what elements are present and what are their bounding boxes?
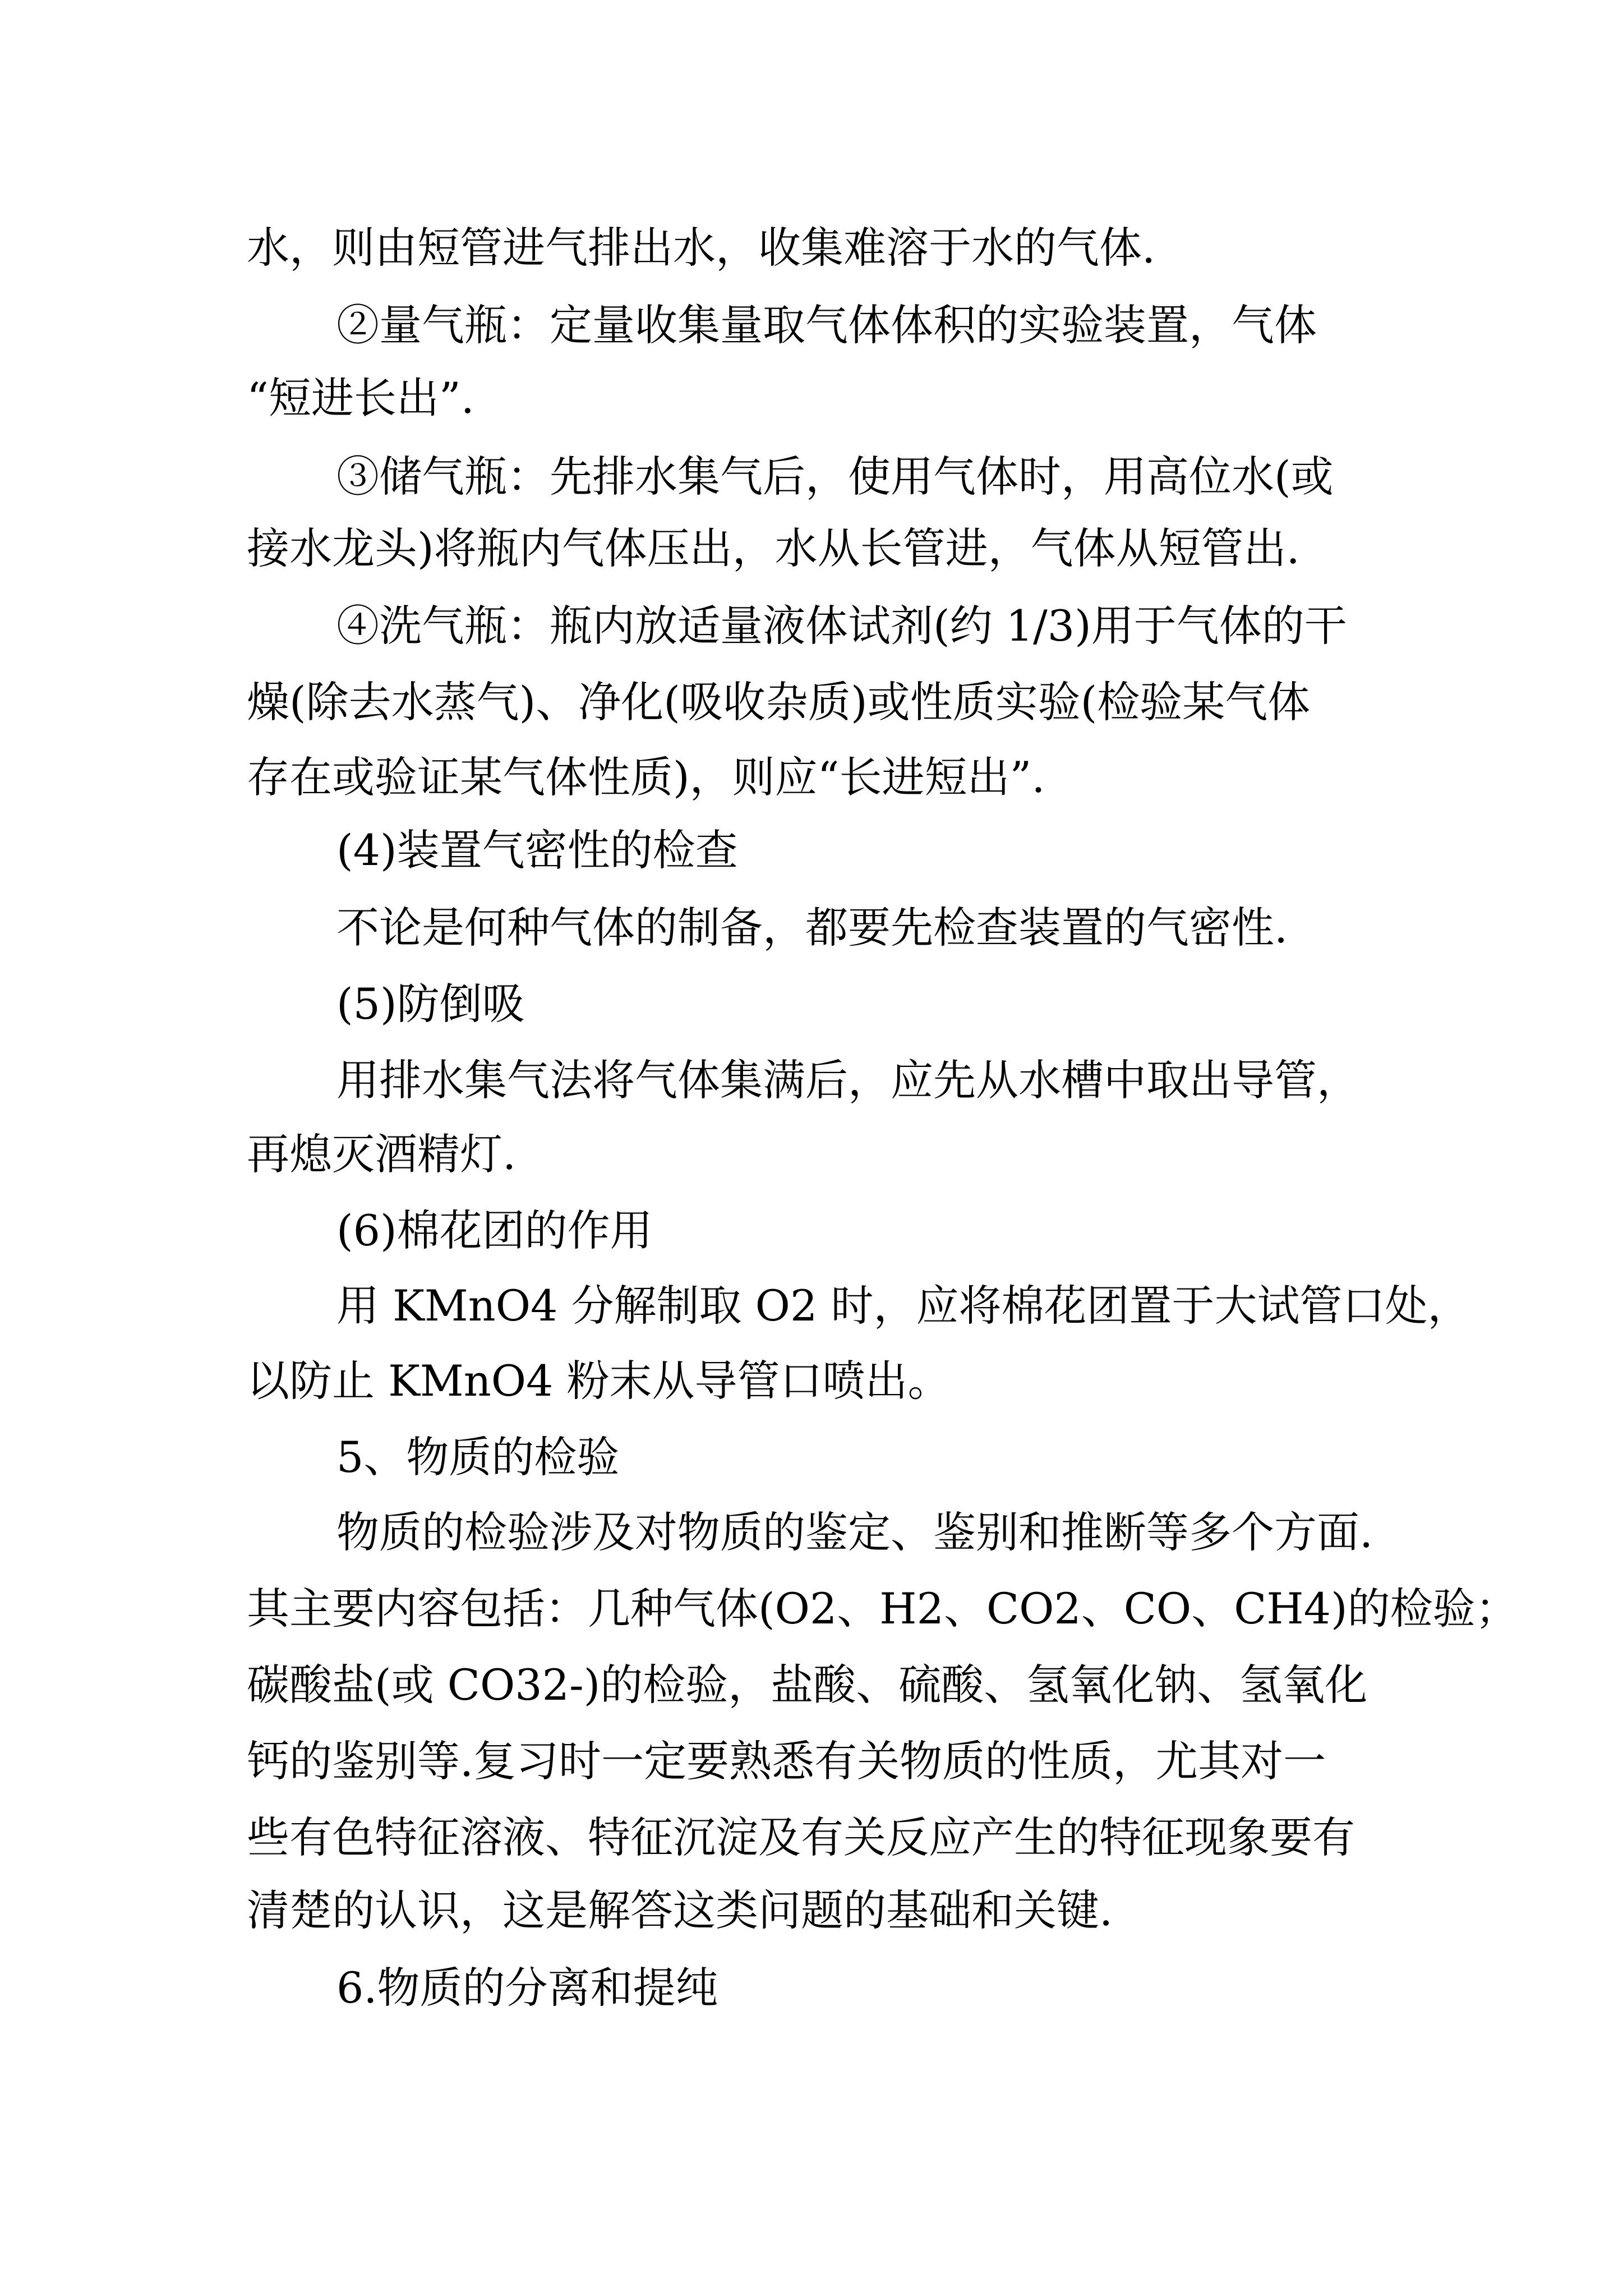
text-line: 用排水集气法将气体集满后，应先从水槽中取出导管，: [336, 1055, 1359, 1105]
text-line: “短进长出”.: [247, 373, 474, 423]
text-line: 用 KMnO4 分解制取 O2 时，应将棉花团置于大试管口处，: [336, 1281, 1470, 1331]
text-line: 再熄灭酒精灯.: [247, 1129, 517, 1179]
section-heading: (5)防倒吸: [336, 979, 525, 1029]
text-line: 清楚的认识，这是解答这类问题的基础和关键.: [247, 1885, 1113, 1935]
text-line: 碳酸盐(或 CO32-)的检验，盐酸、硫酸、氢氧化钠、氢氧化: [247, 1660, 1368, 1710]
text-line: 些有色特征溶液、特征沉淀及有关反应产生的特征现象要有: [247, 1812, 1355, 1862]
text-line: ②量气瓶：定量收集量取气体体积的实验装置，气体: [336, 300, 1317, 350]
text-line: ④洗气瓶：瓶内放适量液体试剂(约 1/3)用于气体的干: [336, 601, 1347, 651]
text-line: 不论是何种气体的制备，都要先检查装置的气密性.: [336, 903, 1288, 953]
section-heading: 6.物质的分离和提纯: [336, 1963, 718, 2013]
text-line: 其主要内容包括：几种气体(O2、H2、CO2、CO、CH4)的检验；: [247, 1584, 1518, 1634]
section-heading: (4)装置气密性的检查: [336, 825, 738, 875]
text-line: 存在或验证某气体性质)，则应“长进短出”.: [247, 752, 1045, 802]
section-heading: (6)棉花团的作用: [336, 1205, 653, 1255]
text-line: 物质的检验涉及对物质的鉴定、鉴别和推断等多个方面.: [336, 1507, 1373, 1557]
text-line: 以防止 KMnO4 粉末从导管口喷出。: [247, 1356, 951, 1406]
text-line: ③储气瓶：先排水集气后，使用气体时，用高位水(或: [336, 452, 1334, 501]
text-line: 水，则由短管进气排出水，收集难溶于水的气体.: [247, 223, 1156, 273]
text-line: 接水龙头)将瓶内气体压出，水从长管进，气体从短管出.: [247, 523, 1300, 573]
text-line: 燥(除去水蒸气)、净化(吸收杂质)或性质实验(检验某气体: [247, 677, 1311, 727]
text-line: 钙的鉴别等.复习时一定要熟悉有关物质的性质，尤其对一: [247, 1736, 1326, 1786]
section-heading: 5、物质的检验: [336, 1432, 620, 1482]
